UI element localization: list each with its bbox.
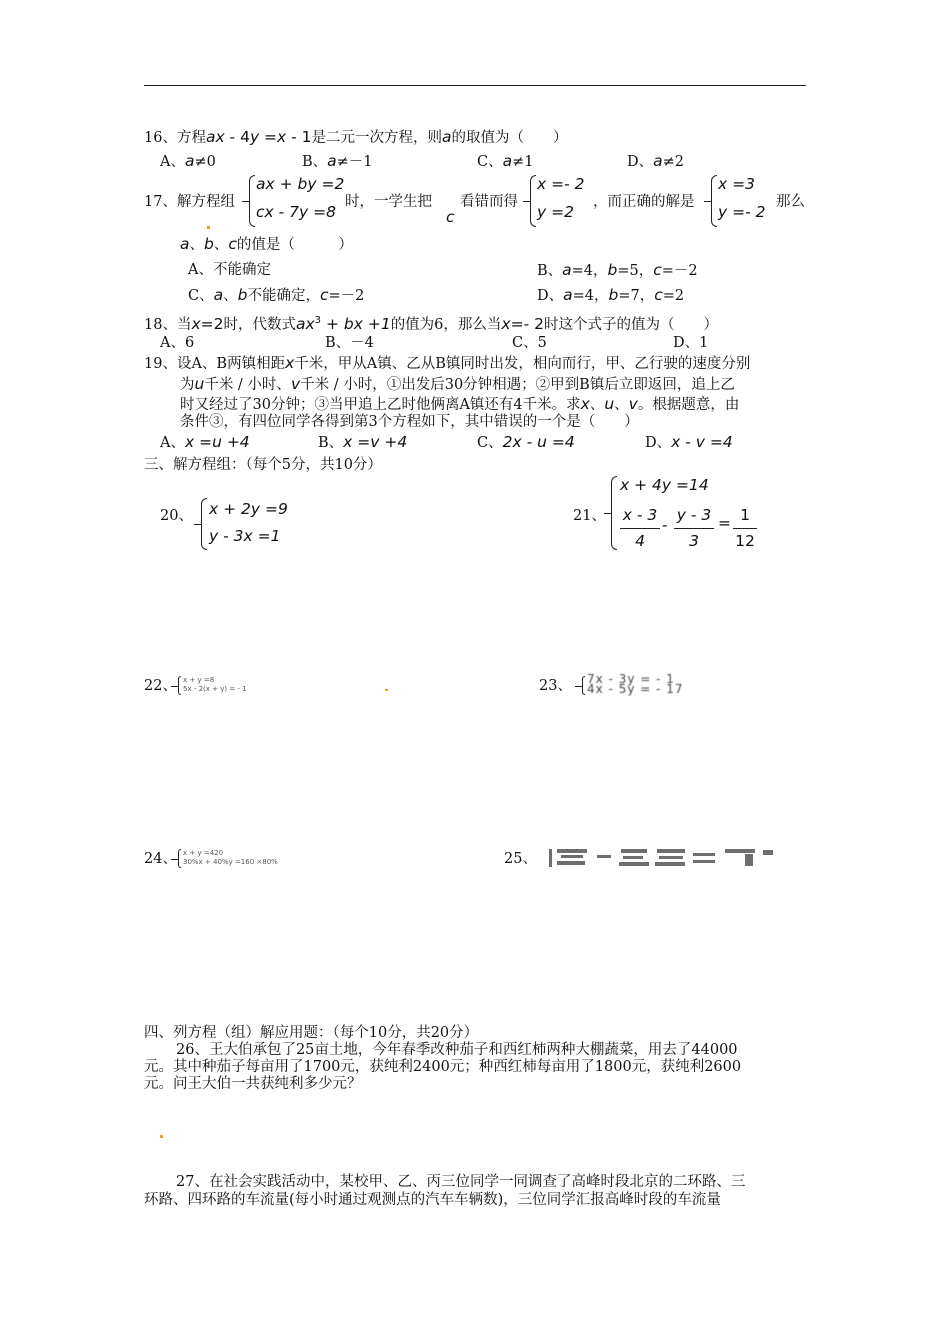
q16-stem: 16、方程ax - 4y =x - 1是二元一次方程，则a的取值为（ ） bbox=[144, 128, 568, 146]
q23-number: 23、 bbox=[539, 678, 572, 694]
q18-option-b[interactable]: B、－4 bbox=[325, 335, 374, 351]
q26-line3: 元。问王大伯一共获纯利多少元？ bbox=[144, 1076, 362, 1092]
q22-number: 22、 bbox=[144, 678, 177, 694]
q18-option-c[interactable]: C、5 bbox=[512, 335, 547, 351]
q19-option-d[interactable]: D、x - v =4 bbox=[645, 433, 733, 451]
q19-line2: 为u千米 / 小时、v千米 / 小时，①出发后30分钟相遇；②甲到B镇后立即返回，追上乙 bbox=[180, 375, 735, 393]
q19-option-a[interactable]: A、x =u +4 bbox=[160, 433, 250, 451]
q27-line1: 27、在社会实践活动中，某校甲、乙、丙三位同学一同调查了高峰时段北京的二环路、三 bbox=[176, 1174, 746, 1190]
q16-option-d[interactable]: D、a≠2 bbox=[627, 152, 685, 170]
stray-mark bbox=[385, 689, 388, 691]
q27-line2: 环路、四环路的车流量(每小时通过观测点的汽车车辆数)，三位同学汇报高峰时段的车流量 bbox=[144, 1192, 721, 1208]
q16-option-c[interactable]: C、a≠1 bbox=[477, 152, 534, 170]
q18-stem: 18、当x=2时，代数式$ax^3$ + bx +1的值为6，那么当x=- 2时这个式子的值为（ ） bbox=[144, 314, 718, 333]
q22-brace bbox=[178, 676, 181, 695]
q21-number: 21、 bbox=[573, 508, 606, 524]
q17-number: 17、解方程组 bbox=[144, 194, 235, 210]
stray-mark bbox=[207, 226, 210, 229]
q25-number: 25、 bbox=[504, 851, 537, 867]
section-3-heading: 三、解方程组：（每个5分，共10分） bbox=[144, 457, 382, 473]
q19-line3: 时又经过了30分钟；③当甲追上乙时他俩离A镇还有4千米。求x、u、v。根据题意，由 bbox=[180, 395, 740, 413]
q21-brace bbox=[611, 476, 617, 550]
q19-option-c[interactable]: C、2x - u =4 bbox=[477, 433, 575, 451]
q20-number: 20、 bbox=[160, 508, 193, 524]
q21-eq1: x + 4y =14 bbox=[620, 476, 709, 494]
header-rule bbox=[144, 85, 806, 86]
q16-option-a[interactable]: A、a≠0 bbox=[160, 152, 216, 170]
q17-option-c[interactable]: C、a、b不能确定，c=－2 bbox=[188, 286, 365, 304]
q24-brace bbox=[178, 849, 181, 868]
q26-line1: 26、王大伯承包了25亩土地，今年春季改种茄子和西红柿两种大棚蔬菜，用去了44000 bbox=[176, 1042, 738, 1058]
q18-option-a[interactable]: A、6 bbox=[160, 335, 195, 351]
q25-garbled-equation-image bbox=[549, 846, 779, 870]
q17-brace-2 bbox=[530, 175, 536, 227]
q17-line2: a、b、c的值是（ ） bbox=[180, 235, 353, 253]
q16-number: 16、方程 bbox=[144, 130, 206, 146]
q16-option-b[interactable]: B、a≠－1 bbox=[302, 152, 373, 170]
q19-option-b[interactable]: B、x =v +4 bbox=[318, 433, 408, 451]
q19-line1: 19、设A、B两镇相距x千米，甲从A镇、乙从B镇同时出发，相向而行，甲、乙行驶的速度分别 bbox=[144, 354, 751, 372]
section-4-heading: 四、列方程（组）解应用题：（每个10分，共20分） bbox=[144, 1025, 479, 1041]
q18-option-d[interactable]: D、1 bbox=[673, 335, 709, 351]
q23-brace bbox=[582, 676, 585, 695]
q24-number: 24、 bbox=[144, 851, 177, 867]
q20-brace bbox=[201, 498, 207, 550]
q19-line4: 条件③，有四位同学各得到第3个方程如下，其中错误的一个是（ ） bbox=[180, 414, 639, 430]
q17-option-a[interactable]: A、不能确定 bbox=[188, 262, 271, 278]
q17-brace-3 bbox=[711, 175, 717, 227]
q26-line2: 元。其中种茄子每亩用了1700元，获纯利2400元；种西红柿每亩用了1800元，获纯利2600 bbox=[144, 1059, 742, 1075]
q17-brace-1 bbox=[249, 175, 255, 227]
stray-mark bbox=[160, 1135, 163, 1138]
q17-var-c: c bbox=[446, 208, 455, 226]
q17-option-b[interactable]: B、a=4，b=5，c=－2 bbox=[537, 261, 698, 279]
q17-option-d[interactable]: D、a=4，b=7，c=2 bbox=[537, 286, 685, 304]
